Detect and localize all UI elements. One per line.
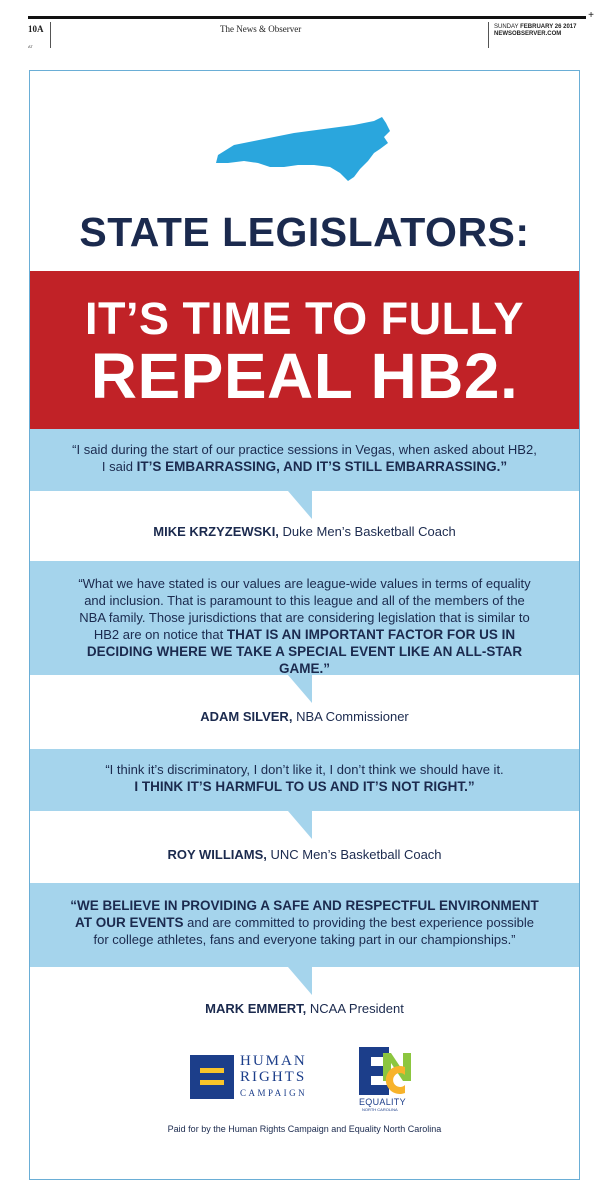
- quote-3-emphasis: I THINK IT’S HARMFUL TO US AND IT’S NOT RIGHT.”: [134, 779, 475, 794]
- enc-subtitle: NORTH CAROLINA: [362, 1107, 398, 1112]
- quote-band-3: [30, 749, 579, 811]
- hrc-equal-sign-icon: [190, 1055, 234, 1099]
- north-carolina-map-icon: [214, 111, 394, 183]
- masthead-divider: [488, 22, 489, 48]
- quote-1-role: Duke Men’s Basketball Coach: [282, 524, 456, 539]
- quote-1-emphasis: IT’S EMBARRASSING, AND IT’S STILL EMBARRASSING.”: [136, 459, 508, 474]
- section-code: AT: [28, 44, 33, 49]
- quote-3-author: ROY WILLIAMS,: [167, 847, 267, 862]
- speech-tail-1: [288, 491, 312, 519]
- website: NEWSOBSERVER.COM: [494, 31, 562, 37]
- quote-3-role: UNC Men’s Basketball Coach: [270, 847, 442, 862]
- speech-tail-4: [288, 967, 312, 995]
- red-banner: [30, 271, 579, 429]
- hrc-line-3: CAMPAIGN: [240, 1088, 308, 1098]
- headline-state-legislators: STATE LEGISLATORS:: [79, 209, 530, 255]
- quote-band-1: [30, 429, 579, 491]
- quote-3-attribution: [30, 847, 579, 862]
- quote-1-author: MIKE KRZYZEWSKI,: [153, 524, 279, 539]
- enc-wordmark: EQUALITY: [359, 1097, 406, 1107]
- quote-4-emphasis: “WE BELIEVE IN PROVIDING A SAFE AND RESPECTFUL ENVIRONMENT AT OUR EVENTS: [70, 898, 539, 930]
- page-number: 10A: [28, 24, 44, 34]
- quote-band-4: [30, 883, 579, 967]
- paid-for-notice: Paid for by the Human Rights Campaign and Equality North Carolina: [167, 1124, 442, 1134]
- date-day: SUNDAY: [494, 24, 519, 30]
- hrc-wordmark: [240, 1053, 307, 1101]
- advertisement: [29, 70, 580, 1180]
- masthead-divider: [50, 22, 51, 48]
- masthead-rule: [28, 16, 586, 19]
- speech-tail-3: [288, 811, 312, 839]
- quote-2-attribution: [30, 709, 579, 724]
- paper-name: The News & Observer: [220, 24, 302, 34]
- date-main: FEBRUARY 26 2017: [520, 24, 577, 30]
- equal-bar-top: [200, 1068, 224, 1073]
- banner-line-1: IT’S TIME TO FULLY: [84, 293, 525, 344]
- quote-4-text: and are committed to providing the best experience possible for college athletes, fans and everyone taking part in our championships.”: [93, 915, 534, 947]
- equal-bar-bottom: [200, 1080, 224, 1085]
- quote-1-text: “I said during the start of our practice sessions in Vegas, when asked about HB2, I said: [72, 442, 537, 474]
- issue-date: [494, 24, 576, 38]
- speech-tail-2: [288, 675, 312, 703]
- quote-2-role: NBA Commissioner: [296, 709, 409, 724]
- hrc-line-2: RIGHTS: [240, 1069, 307, 1085]
- quote-4-attribution: [30, 1001, 579, 1016]
- quote-4-role: NCAA President: [309, 1001, 404, 1016]
- quote-band-2: [30, 561, 579, 675]
- quote-2-author: ADAM SILVER,: [200, 709, 293, 724]
- quote-3-text: “I think it’s discriminatory, I don’t like it, I don’t think we should have it.: [105, 762, 504, 777]
- banner-line-2: REPEAL HB2.: [90, 340, 519, 412]
- quote-4-author: MARK EMMERT,: [205, 1001, 307, 1016]
- newspaper-masthead: [28, 14, 586, 49]
- quote-1-attribution: [30, 524, 579, 539]
- quote-2-emphasis: THAT IS AN IMPORTANT FACTOR FOR US IN DECIDING WHERE WE TAKE A SPECIAL EVENT LIKE AN ALL-STAR GAME.”: [86, 627, 523, 676]
- quote-2-text: “What we have stated is our values are league-wide values in terms of equality and inclusion. That is paramount to this league and all of the members of the NBA family. Those jurisdictions that are considering legislation that is similar to HB2 are on notice that: [78, 576, 531, 642]
- hrc-line-1: HUMAN: [240, 1053, 307, 1069]
- crop-mark-icon: +: [588, 10, 594, 21]
- sponsor-logos: [30, 1041, 579, 1121]
